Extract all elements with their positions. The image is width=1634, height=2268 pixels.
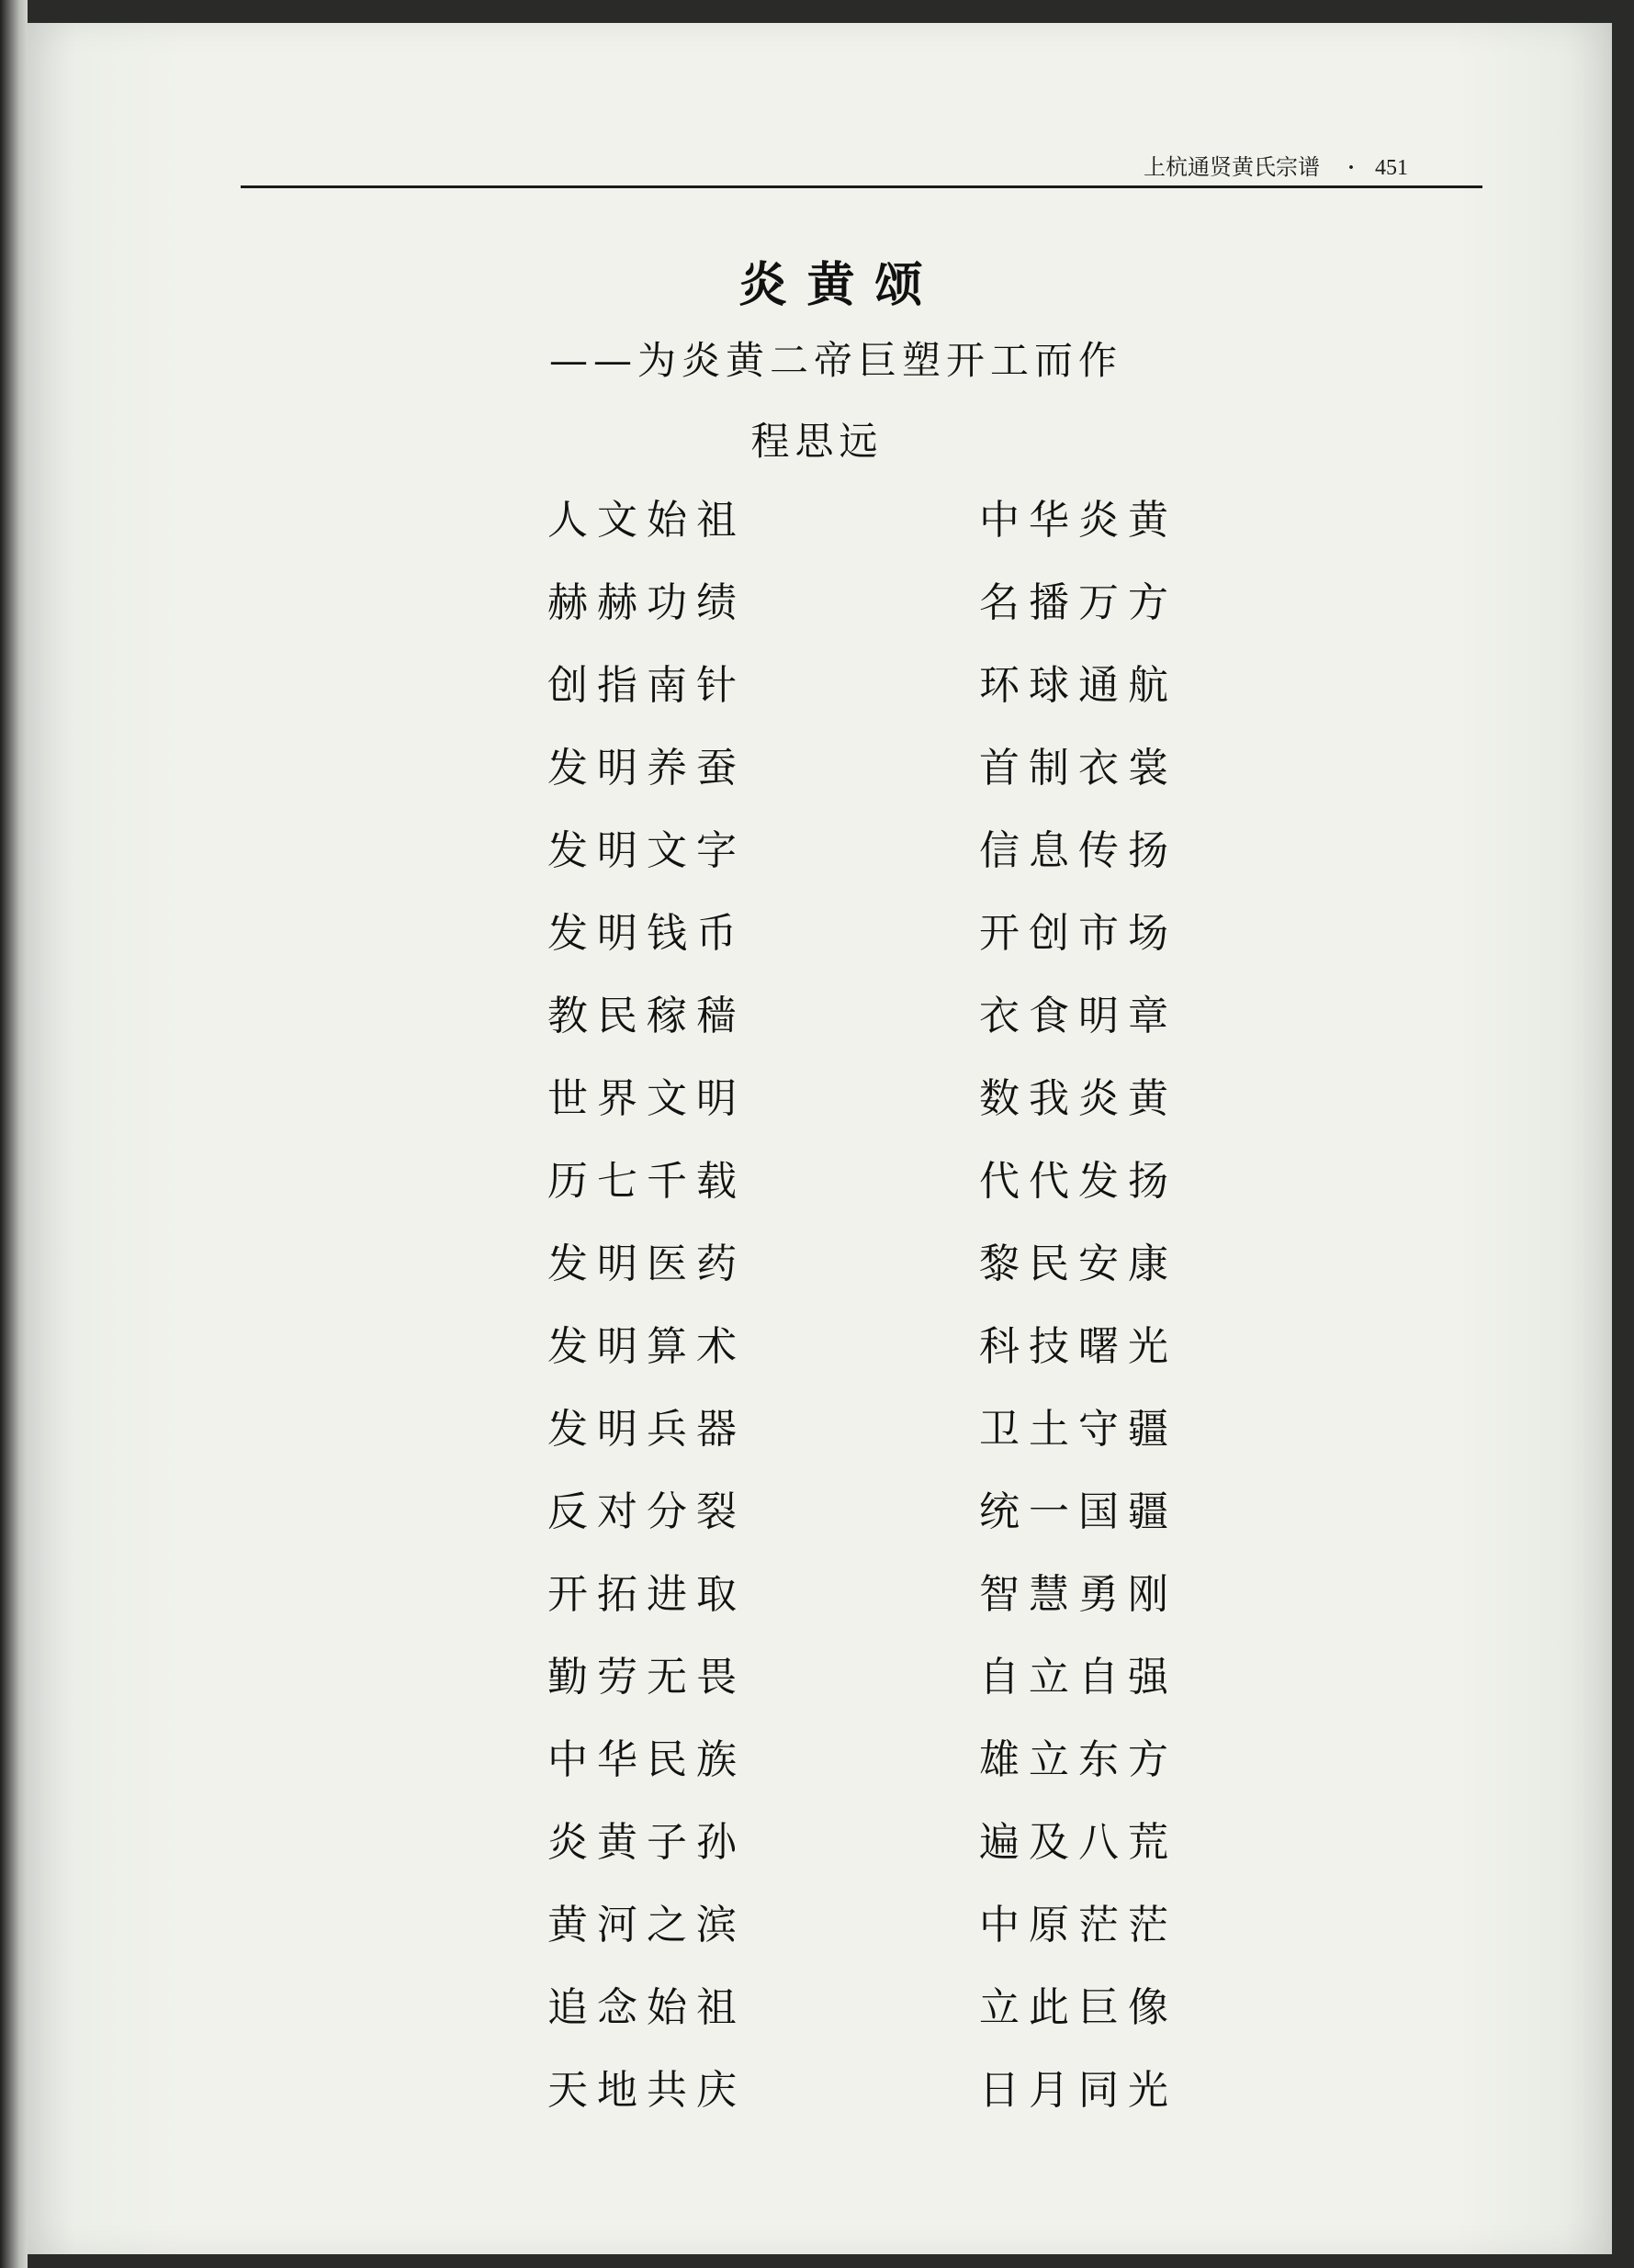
poem-line [547, 735, 1178, 817]
poem-line-left: 追念始祖 [547, 1984, 746, 2031]
poem-line-right: 开创市场 [979, 910, 1178, 957]
poem-line-left: 发明钱币 [547, 910, 746, 957]
header-separator: · [1347, 156, 1356, 180]
poem-line-right: 中华炎黄 [979, 497, 1178, 544]
poem-line-right: 卫土守疆 [979, 1406, 1178, 1453]
poem-line-left: 发明文字 [547, 827, 746, 874]
poem-author: 程思远 [750, 419, 884, 464]
poem-body [547, 487, 1178, 2139]
book-spine-shadow [0, 0, 28, 2268]
poem-line [547, 1313, 1178, 1396]
poem-line-right: 立此巨像 [979, 1984, 1178, 2031]
poem-line-left: 历七千载 [547, 1158, 746, 1205]
poem-line [547, 1478, 1178, 1561]
poem-line [547, 1726, 1178, 1809]
poem-line-right: 中原茫茫 [979, 1902, 1178, 1948]
poem-line-left: 勤劳无畏 [547, 1654, 746, 1701]
poem-line [547, 652, 1178, 735]
poem-line-left: 黄河之滨 [547, 1902, 746, 1948]
poem-line-right: 日月同光 [979, 2067, 1178, 2114]
poem-line [547, 569, 1178, 652]
poem-line-left: 开拓进取 [547, 1571, 746, 1618]
poem-line [547, 1230, 1178, 1313]
poem-line [547, 982, 1178, 1065]
poem-line [547, 900, 1178, 982]
poem-line-right: 数我炎黄 [979, 1075, 1178, 1122]
poem-line-right: 自立自强 [979, 1654, 1178, 1701]
poem-line-left: 世界文明 [547, 1075, 746, 1122]
poem-line-left: 天地共庆 [547, 2067, 746, 2114]
poem-line [547, 2057, 1178, 2139]
poem-line-right: 遍及八荒 [979, 1819, 1178, 1866]
poem-line [547, 1396, 1178, 1478]
poem-line-right: 代代发扬 [979, 1158, 1178, 1205]
poem-line-left: 教民稼穑 [547, 993, 746, 1039]
poem-line [547, 1644, 1178, 1726]
poem-line [547, 817, 1178, 900]
header-rule [241, 185, 1482, 188]
poem-line [547, 1561, 1178, 1644]
page-number: 451 [1375, 156, 1409, 180]
poem-line-right: 信息传扬 [979, 827, 1178, 874]
poem-line-left: 赫赫功绩 [547, 579, 746, 626]
running-header [1144, 149, 1408, 181]
poem-line [547, 1065, 1178, 1148]
poem-line-right: 名播万方 [979, 579, 1178, 626]
poem-line-left: 发明医药 [547, 1241, 746, 1287]
book-title: 上杭通贤黄氏宗谱 [1144, 156, 1320, 180]
poem-line-right: 智慧勇刚 [979, 1571, 1178, 1618]
poem-line [547, 1809, 1178, 1892]
poem-line-right: 衣食明章 [979, 993, 1178, 1039]
poem-line [547, 1892, 1178, 1974]
poem-line-right: 科技曙光 [979, 1323, 1178, 1370]
poem-title [0, 246, 1634, 315]
poem-line-left: 人文始祖 [547, 497, 746, 544]
poem-line-left: 发明养蚕 [547, 745, 746, 792]
poem-line-left: 发明算术 [547, 1323, 746, 1370]
poem-line-right: 首制衣裳 [979, 745, 1178, 792]
poem-line-left: 创指南针 [547, 662, 746, 709]
poem-line-right: 环球通航 [979, 662, 1178, 709]
poem-line-left: 中华民族 [547, 1736, 746, 1783]
poem-line-left: 炎黄子孙 [547, 1819, 746, 1866]
poem-title-text: 炎黄颂 [738, 257, 943, 313]
poem-line-right: 黎民安康 [979, 1241, 1178, 1287]
poem-line-right: 雄立东方 [979, 1736, 1178, 1783]
poem-line-left: 反对分裂 [547, 1488, 746, 1535]
poem-line [547, 1148, 1178, 1230]
poem-line-left: 发明兵器 [547, 1406, 746, 1453]
poem-line [547, 487, 1178, 569]
poem-line [547, 1974, 1178, 2057]
poem-line-right: 统一国疆 [979, 1488, 1178, 1535]
poem-subtitle: ——为炎黄二帝巨塑开工而作 [549, 338, 1123, 383]
